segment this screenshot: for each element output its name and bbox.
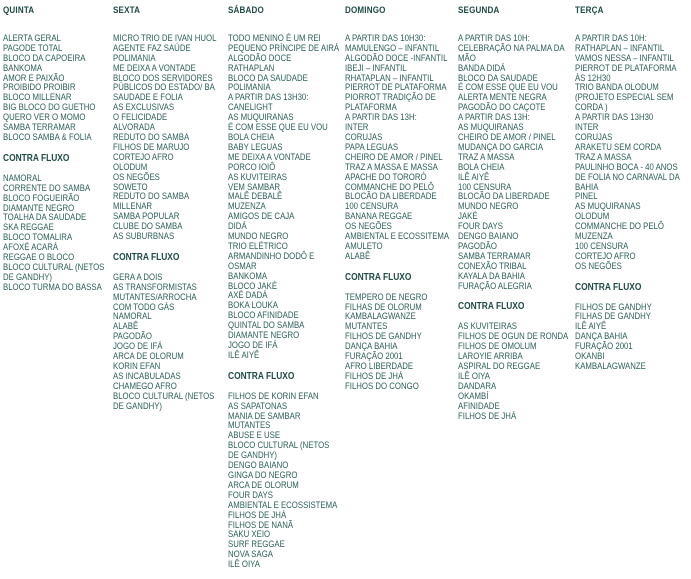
contra-fluxo-item: FILHOS DE KORIN EFAN — [228, 390, 319, 401]
contra-fluxo-item: BLOCO FOGUEIRÃO — [3, 192, 80, 203]
contra-fluxo-item: SURF REGGAE — [228, 539, 285, 550]
bloco-item: PAGODE TOTAL — [3, 42, 63, 53]
contra-fluxo-item: DE GANDHY) — [3, 271, 53, 282]
bloco-item: BLOCO DA CAPOEIRA — [3, 52, 86, 63]
bloco-item: A PARTIR DAS 13H30: — [228, 92, 309, 103]
contra-fluxo-item: ALABÊ — [113, 321, 139, 332]
contra-fluxo-item: FILHOS DE GANDHY — [575, 301, 652, 312]
bloco-item: É COM ESSE QUE EU VOU — [458, 82, 558, 93]
bloco-item: PAGODÃO — [458, 240, 497, 251]
contra-fluxo-item: REGGAE O BLOCO — [3, 252, 75, 263]
bloco-item: IBEJI – INFANTIL — [345, 62, 407, 73]
contra-fluxo-item: OKAMBÍ — [458, 390, 489, 401]
bloco-item: ARAKETU SEM CORDA — [575, 141, 662, 152]
day-column — [458, 6, 572, 421]
contra-fluxo-item: AMBIENTAL E ECOSSISTEMA — [228, 499, 338, 510]
contra-fluxo-item: FILHOS DE JHÁ — [345, 370, 404, 381]
bloco-item: BANDA DIDÁ — [458, 62, 506, 73]
bloco-item: RATHAPLAN — [228, 62, 275, 73]
contra-fluxo-item: GINGA DO NEGRO — [228, 469, 298, 480]
bloco-item: MICRO TRIO DE IVAN HUOL — [113, 32, 217, 43]
bloco-item: MAMULENGO – INFANTIL — [345, 42, 440, 53]
bloco-item: TRAZ A MASSA — [458, 151, 515, 162]
contra-fluxo-item: ABUSE E USE — [228, 430, 281, 441]
contra-fluxo-item: SKA REGGAE — [3, 222, 54, 233]
contra-fluxo-item: FILHOS DO CONGO — [345, 380, 419, 391]
bloco-item: PROIBIDO PROIBIR — [3, 82, 76, 93]
day-title: TERÇA — [575, 5, 604, 16]
contra-fluxo-item: SAKU XEIO — [228, 529, 271, 540]
bloco-item: ÀS 12H30 — [575, 72, 611, 83]
contra-fluxo-item: ILÊ OIYA — [458, 370, 490, 381]
bloco-item: OLODUM — [113, 161, 148, 172]
bloco-item: MUZENZA — [228, 201, 266, 212]
contra-fluxo-item: ARCA DE OLORUM — [228, 479, 299, 490]
bloco-item: FILHOS DE MARUJO — [113, 141, 190, 152]
bloco-item: AS EXCLUSIVAS — [113, 102, 175, 113]
bloco-item: RHATAPLAN – INFANTIL — [345, 72, 434, 83]
contra-fluxo-item: FILHOS DE OMOLUM — [458, 341, 537, 352]
bloco-item: MÃO — [458, 52, 476, 63]
contra-fluxo-heading: CONTRA FLUXO — [3, 152, 70, 164]
contra-fluxo-item: DE GANDHY) — [113, 400, 163, 411]
contra-fluxo-heading: CONTRA FLUXO — [458, 301, 525, 313]
bloco-item: CELEBRAÇÃO NA PALMA DA — [458, 42, 565, 53]
bloco-item: TRAZ A MASSA E MASSA — [345, 161, 438, 172]
bloco-item: BLOCO DA SAUDADE — [228, 72, 308, 83]
bloco-item: BLOCO DOS SERVIDORES — [113, 72, 213, 83]
day-column — [345, 6, 454, 392]
bloco-item: PINEL — [575, 191, 598, 202]
bloco-item: ALGODÃO DOCE — [228, 52, 292, 63]
bloco-item: FURAÇÃO ALEGRIA — [458, 280, 532, 291]
bloco-item: BLOCO AFINIDADE — [228, 310, 299, 321]
bloco-item: OS NEGÕES — [575, 260, 622, 271]
bloco-item: BLOCO DA SAUDADE — [458, 72, 538, 83]
day-title: DOMINGO — [345, 5, 386, 16]
bloco-item: ALERTA GERAL — [3, 32, 61, 43]
contra-fluxo-item: FURAÇÃO 2001 — [575, 341, 633, 352]
bloco-item: OS NEGÕES — [113, 171, 160, 182]
bloco-item: INTER — [575, 122, 599, 133]
bloco-item: KAYALA DA BAHIA — [458, 270, 525, 281]
contra-fluxo-item: BLOCO CULTURAL (NETOS — [3, 261, 105, 272]
bloco-item: MUDANÇA DO GARCIA — [458, 141, 544, 152]
bloco-item: 100 CENSURA — [458, 181, 512, 192]
bloco-item: AMBIENTAL E ECOSSITEMA — [345, 231, 450, 242]
bloco-item: QUINTAL DO SAMBA — [228, 320, 305, 331]
contra-fluxo-item: KAMBALAGWANZE — [575, 361, 646, 371]
bloco-item: COMMANCHE DO PELÔ — [345, 181, 434, 192]
contra-fluxo-item: DANÇA BAHIA — [345, 341, 398, 352]
contra-fluxo-item: CHAMEGO AFRO — [113, 380, 177, 391]
contra-fluxo-heading: CONTRA FLUXO — [228, 370, 295, 382]
bloco-item: SAMBA TERRAMAR — [3, 122, 76, 133]
contra-fluxo-item: BLOCO CULTURAL (NETOS — [113, 390, 215, 401]
contra-fluxo-item: AFOXÉ ACARÁ — [3, 242, 59, 253]
contra-fluxo-item: JOGO DE IFÁ — [113, 341, 163, 352]
bloco-item: CHEIRO DE AMOR / PINEL — [345, 151, 443, 162]
bloco-item: BOLA CHEIA — [228, 131, 275, 142]
bloco-item: PÚBLICOS DO ESTADO/ BA — [113, 82, 215, 93]
contra-fluxo-item: DIAMANTE NEGRO — [3, 202, 75, 213]
bloco-item: PEQUENO PRÍNCIPE DE AIRÁ — [228, 42, 340, 53]
bloco-item: JOGO DE IFÁ — [228, 340, 278, 350]
bloco-item: OSMAR — [228, 260, 257, 271]
bloco-item: OLODUM — [575, 211, 610, 222]
contra-fluxo-item: GERA A DOIS — [113, 271, 163, 282]
bloco-item: AMOR E PAIXÃO — [3, 72, 65, 83]
bloco-item: BIG BLOCO DO GUETHO — [3, 102, 96, 113]
contra-fluxo-item: FILHOS DE OGUN DE RONDA — [458, 331, 569, 342]
contra-fluxo-item: AS SAPATONAS — [228, 400, 288, 411]
day-column — [228, 5, 340, 570]
day-column — [113, 6, 227, 412]
bloco-item: ALVORADA — [113, 122, 155, 133]
contra-fluxo-item: CORRENTE DO SAMBA — [3, 182, 91, 193]
bloco-item: CONEXÃO TRIBAL — [458, 260, 527, 271]
contra-fluxo-item: FILHOS DE NANÃ — [228, 519, 294, 530]
bloco-item: A PARTIR DAS 10H30: — [345, 32, 426, 43]
day-title: SEGUNDA — [458, 5, 500, 16]
bloco-item: O FELICIDADE — [113, 112, 168, 123]
bloco-item: AMULETO — [345, 240, 383, 251]
bloco-item: PAPA LEGUAS — [345, 141, 399, 152]
bloco-item: BANKOMA — [228, 270, 268, 281]
bloco-item: CANELIGHT — [228, 102, 273, 113]
bloco-item: DIDÁ — [228, 221, 247, 232]
bloco-item: DENGO BAIANO — [458, 231, 519, 242]
bloco-item: ILÊ AIYÊ — [228, 349, 260, 360]
bloco-item: PAGODÃO DO CAÇOTE — [458, 102, 546, 113]
bloco-item: CORTEJO AFRO — [113, 151, 174, 162]
bloco-item: DIAMANTE NEGRO — [228, 330, 300, 341]
contra-fluxo-item: BLOCO TOMALIRA — [3, 232, 73, 243]
bloco-item: POLIMANIA — [228, 82, 271, 93]
contra-fluxo-item: AS INCABULADAS — [113, 370, 181, 381]
contra-fluxo-item: TOALHA DA SAUDADE — [3, 212, 87, 223]
contra-fluxo-item: FURAÇÃO 2001 — [345, 351, 403, 362]
contra-fluxo-item: MUTANTES/ARROCHA — [113, 291, 197, 302]
bloco-item: AS MUQUIRANAS — [458, 122, 524, 133]
contra-fluxo-item: MUTANTES — [345, 321, 388, 332]
bloco-item: MUNDO NEGRO — [228, 231, 289, 242]
contra-fluxo-item: FILHAS DE OLORUM — [345, 301, 422, 312]
bloco-item: 100 CENSURA — [575, 240, 629, 251]
bloco-item: TRIO ELÉTRICO — [228, 240, 288, 251]
contra-fluxo-item: DENGO BAIANO — [228, 460, 289, 471]
contra-fluxo-item: DE GANDHY) — [228, 450, 278, 461]
bloco-item: BANANA REGGAE — [345, 211, 413, 222]
bloco-item: ALERTA MENTE NEGRA — [458, 92, 547, 103]
bloco-item: BLOCÃO DA LIBERDADE — [345, 191, 437, 202]
contra-fluxo-item: ARCA DE OLORUM — [113, 351, 184, 362]
bloco-item: A PARTIR DAS 13H: — [345, 112, 417, 123]
bloco-item: A PARTIR DAS 10H: — [575, 32, 647, 43]
contra-fluxo-item: AS KUVITEIRAS — [458, 321, 518, 332]
bloco-item: POLIMANIA — [113, 52, 156, 63]
contra-fluxo-heading: CONTRA FLUXO — [113, 251, 180, 263]
bloco-item: BANKOMA — [3, 62, 43, 73]
bloco-item: BLOCO JAKÉ — [228, 280, 278, 291]
bloco-item: BLOCÃO DA LIBERDADE — [458, 191, 550, 202]
contra-fluxo-item: MUTANTES — [228, 420, 271, 431]
bloco-item: BLOCO SAMBA & FOLIA — [3, 131, 92, 142]
bloco-item: CORUJAS — [345, 131, 383, 142]
bloco-item: MALÊ DEBALÊ — [228, 191, 283, 202]
bloco-item: VEM SAMBAR — [228, 181, 281, 192]
bloco-item: BOKA LOUKA — [228, 300, 278, 311]
bloco-item: AS KUVITEIRAS — [228, 171, 288, 182]
bloco-item: INTER — [345, 122, 369, 133]
day-column — [575, 6, 691, 372]
bloco-item: CHEIRO DE AMOR / PINEL — [458, 131, 556, 142]
bloco-item: AXÉ DADÁ — [228, 290, 268, 301]
contra-fluxo-item: DANÇA BAHIA — [575, 331, 628, 342]
bloco-item: SAMBA POPULAR — [113, 211, 180, 222]
bloco-item: OS NEGÕES — [345, 221, 392, 232]
bloco-item: JAKÉ — [458, 211, 478, 222]
day-title: SÁBADO — [228, 5, 264, 16]
bloco-item: ALGODÃO DOCE -INFANTIL — [345, 52, 448, 63]
bloco-item: SOWETO — [113, 181, 148, 192]
bloco-item: A PARTIR DAS 13H: — [458, 112, 530, 123]
bloco-item: CORTEJO AFRO — [575, 250, 636, 261]
day-title: SEXTA — [113, 5, 141, 16]
bloco-item: APACHE DO TORORÓ — [345, 171, 427, 182]
bloco-item: 100 CENSURA — [345, 201, 399, 212]
bloco-item: AS MUQUIRANAS — [228, 112, 294, 123]
contra-fluxo-item: FOUR DAYS — [228, 489, 273, 500]
bloco-item: PLATAFORMA — [345, 102, 397, 113]
bloco-item: CLUBE DO SAMBA — [113, 221, 183, 232]
contra-fluxo-item: DANDARA — [458, 380, 497, 391]
bloco-item: MUZENZA — [575, 231, 613, 242]
contra-fluxo-item: PAGODÃO — [113, 331, 152, 342]
bloco-item: RATHAPLAN – INFANTIL — [575, 42, 665, 53]
contra-fluxo-heading: CONTRA FLUXO — [345, 271, 412, 283]
bloco-item: AS SUBURBNAS — [113, 231, 175, 242]
bloco-item: BABY LEGUAS — [228, 141, 283, 152]
bloco-item: QUERO VER O MOMO — [3, 112, 86, 123]
bloco-item: FOUR DAYS — [458, 221, 503, 232]
bloco-item: (PROJETO ESPECIAL SEM — [575, 92, 674, 103]
bloco-item: BOLA CHEIA — [458, 161, 505, 172]
contra-fluxo-item: AFINIDADE — [458, 400, 500, 411]
contra-fluxo-item: ILÊ AIYÊ — [575, 321, 607, 332]
bloco-item: PIERROT DE PLATAFORMA — [345, 82, 447, 93]
contra-fluxo-heading: CONTRA FLUXO — [575, 281, 642, 293]
contra-fluxo-item: LAROYIE ARRIBA — [458, 351, 523, 362]
contra-fluxo-item: NAMORAL — [3, 172, 42, 183]
bloco-item: SAUDADE E FOLIA — [113, 92, 183, 103]
bloco-item: AGENTE FAZ SAÚDE — [113, 42, 191, 53]
contra-fluxo-item: NOVA SAGA — [228, 549, 273, 560]
bloco-item: COMMANCHE DO PELÔ — [575, 221, 664, 232]
contra-fluxo-item: FILHOS DE JHÁ — [458, 410, 517, 421]
bloco-item: PIORROT TRADIÇÃO DE — [345, 92, 436, 103]
contra-fluxo-item: TEMPERO DE NEGRO — [345, 291, 428, 302]
contra-fluxo-item: AFRO LIBERDADE — [345, 361, 414, 371]
bloco-item: ME DEIXA A VONTADE — [113, 62, 196, 73]
day-column — [3, 6, 108, 293]
contra-fluxo-item: OKANBI — [575, 351, 605, 362]
bloco-item: TRAZ A MASSA — [575, 151, 632, 162]
contra-fluxo-item: FILHOS DE JHÁ — [228, 509, 287, 520]
bloco-item: BAHIA — [575, 181, 599, 192]
contra-fluxo-item: ASPIRAL DO REGGAE — [458, 361, 541, 371]
bloco-item: É COM ESSE QUE EU VOU — [228, 122, 328, 133]
bloco-item: VAMOS NESSA – INFANTIL — [575, 52, 674, 63]
bloco-item: BLOCO MILLENAR — [3, 92, 72, 103]
bloco-item: ARMANDINHO DODÔ E — [228, 250, 315, 261]
contra-fluxo-item: COM TODO GÁS — [113, 301, 175, 312]
bloco-item: TRIO BANDA OLODUM — [575, 82, 659, 93]
bloco-item: MUNDO NEGRO — [458, 201, 519, 212]
bloco-item: REDUTO DO SAMBA — [113, 131, 190, 142]
bloco-item: AS MUQUIRANAS — [575, 201, 641, 212]
contra-fluxo-item: BLOCO TURMA DO BASSA — [3, 281, 102, 292]
bloco-item: PORCO IOIÔ — [228, 161, 276, 172]
bloco-item: PIERROT DE PLATAFORMA — [575, 62, 677, 73]
bloco-item: MILLENAR — [113, 201, 153, 212]
contra-fluxo-item: BLOCO CULTURAL (NETOS — [228, 440, 330, 451]
bloco-item: REDUTO DO SAMBA — [113, 191, 190, 202]
bloco-item: TODO MENINO É UM REI — [228, 32, 321, 43]
bloco-item: ILÊ AIYÊ — [458, 171, 490, 182]
contra-fluxo-item: AS TRANSFORMISTAS — [113, 281, 197, 292]
bloco-item: A PARTIR DAS 10H: — [458, 32, 530, 43]
day-title: QUINTA — [3, 5, 35, 16]
bloco-item: ME DEIXA A VONTADE — [228, 151, 311, 162]
contra-fluxo-item: MANIA DE SAMBAR — [228, 410, 301, 421]
contra-fluxo-item: ILÊ OIYA — [228, 559, 260, 570]
contra-fluxo-item: FILHAS DE GANDHY — [575, 311, 651, 322]
bloco-item: A PARTIR DAS 13H30 — [575, 112, 654, 123]
contra-fluxo-item: KAMBALAGWANZE — [345, 311, 416, 322]
contra-fluxo-item: KORIN EFAN — [113, 361, 161, 371]
bloco-item: ALABÊ — [345, 250, 371, 261]
contra-fluxo-item: NAMORAL — [113, 311, 152, 322]
contra-fluxo-item: FILHOS DE GANDHY — [345, 331, 422, 342]
bloco-item: DE FOLIA NO CARNAVAL DA — [575, 171, 680, 182]
bloco-item: PAULINHO BOCA - 40 ANOS — [575, 161, 678, 172]
bloco-item: AMIGOS DE CAJA — [228, 211, 295, 222]
bloco-item: CORUJAS — [575, 131, 613, 142]
bloco-item: SAMBA TERRAMAR — [458, 250, 531, 261]
bloco-item: CORDA ) — [575, 102, 608, 113]
